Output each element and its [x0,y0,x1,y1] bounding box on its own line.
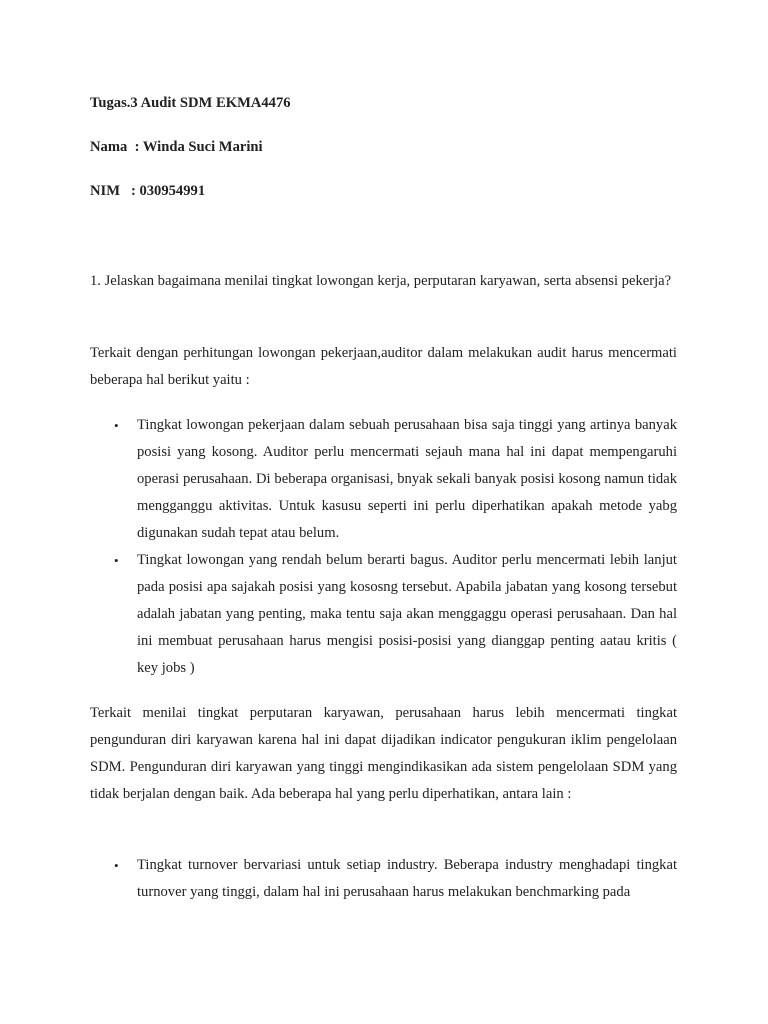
student-name-line: Nama : Winda Suci Marini [90,139,263,155]
student-nim-line: NIM : 030954991 [90,183,206,199]
paragraph-turnover-intro: Terkait menilai tingkat perputaran karyawan, perusahaan harus lebih mencermati tingkat pengunduran diri karyawan karena hal ini dapat dijadikan indicator pengukuran iklim pengelolaan SDM. Pengunduran diri karyawan yang tinggi mengindikasikan ada sistem pengelolaan SDM yang tidak berjalan dengan baik. Ada beberapa hal yang perlu diperhatikan, antara lain : [90,705,677,802]
list-item [90,852,677,906]
list-item-text: Tingkat turnover bervariasi untuk setiap industry. Beberapa industry menghadapi tingkat turnover yang tinggi, dalam hal ini perusahaan harus melakukan benchmarking pada [137,857,677,900]
turnover-bullet-list [90,852,677,906]
list-item [90,547,677,682]
list-item-text: Tingkat lowongan pekerjaan dalam sebuah perusahaan bisa saja tinggi yang artinya banyak posisi yang kosong. Auditor perlu mencermati sejauh mana hal ini dapat mempengaruhi operasi perusahaan. Di beberapa organisasi, bnyak sekali banyak posisi kosong namun tidak mengganggu aktivitas. Untuk kasusu seperti ini perlu diperhatikan apakah metode yabg digunakan sudah tepat atau belum. [137,417,677,541]
bullet-icon: • [114,418,119,433]
list-item [90,412,677,547]
paragraph-vacancy-intro: Terkait dengan perhitungan lowongan pekerjaan,auditor dalam melakukan audit harus mencermati beberapa hal berikut yaitu : [90,345,677,388]
question-1: 1. Jelaskan bagaimana menilai tingkat lowongan kerja, perputaran karyawan, serta absensi pekerja? [90,273,672,289]
assignment-title: Tugas.3 Audit SDM EKMA4476 [90,95,291,111]
vacancy-bullet-list [90,412,677,682]
list-item-text: Tingkat lowongan yang rendah belum berarti bagus. Auditor perlu mencermati lebih lanjut pada posisi apa sajakah posisi yang kososng tersebut. Apabila jabatan yang kosong tersebut adalah jabatan yang penting, maka tentu saja akan menggaggu operasi perusahaan. Dan hal ini membuat perusahaan harus mengisi posisi-posisi yang dianggap penting aatau kritis ( key jobs ) [137,552,677,676]
bullet-icon: • [114,858,119,873]
bullet-icon: • [114,553,119,568]
